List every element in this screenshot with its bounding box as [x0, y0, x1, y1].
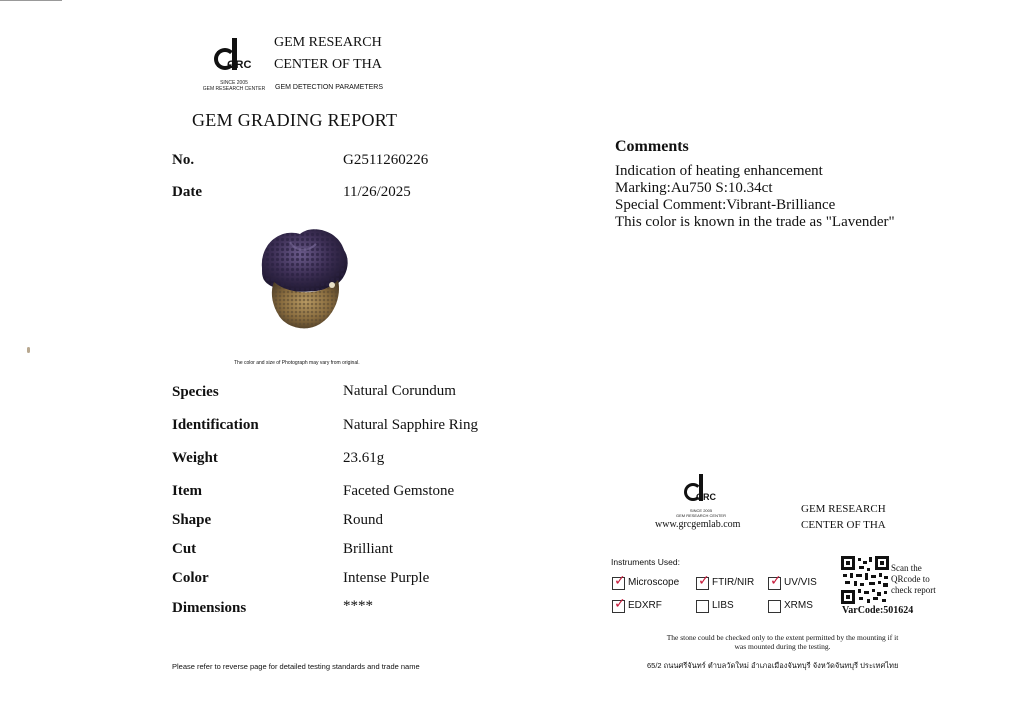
instruments-title: Instruments Used: [611, 557, 680, 567]
disclaimer-line: The stone could be checked only to the extent permitted by the mounting if it [666, 633, 899, 642]
instrument-label: Microscope [628, 577, 680, 588]
species-value: Natural Corundum [343, 383, 456, 399]
logo-since: SINCE 2005 [689, 508, 713, 513]
report-title: GEM GRADING REPORT [192, 110, 398, 130]
item-value: Faceted Gemstone [343, 483, 455, 499]
scan-qr-hint [891, 563, 936, 596]
color-value: Intense Purple [343, 570, 430, 586]
dimensions-value: **** [343, 598, 373, 614]
color-label: Color [172, 570, 209, 586]
checkbox-checked [696, 572, 710, 590]
item-label: Item [172, 483, 202, 499]
scan-speck [27, 347, 30, 353]
mounting-disclaimer [600, 633, 965, 651]
report-date-label: Date [172, 184, 202, 200]
org-name-line2: CENTER OF THA [274, 57, 382, 72]
checkbox-unchecked [768, 600, 781, 613]
logo-center-name: GEM RESEARCH CENTER [675, 513, 726, 518]
checkmark-icon: ✓ [698, 572, 710, 589]
weight-label: Weight [172, 450, 218, 466]
report-no-label: No. [172, 152, 195, 168]
logo-center-name: GEM RESEARCH CENTER [202, 86, 266, 92]
comment-line: Special Comment:Vibrant-Brilliance [615, 197, 836, 213]
gemstone-ring-photo [250, 222, 360, 334]
org-name-line1: GEM RESEARCH [274, 35, 382, 50]
instrument-label: LIBS [712, 600, 734, 611]
reverse-page-note: Please refer to reverse page for detailed testing standards and trade name [172, 662, 420, 671]
comment-line: Marking:Au750 S:10.34ct [615, 180, 773, 196]
scan-edge-line [0, 0, 62, 1]
checkmark-icon: ✓ [614, 595, 626, 612]
logo-text: GRC [227, 59, 252, 71]
instrument-label: XRMS [784, 600, 813, 611]
footer-org-line2: CENTER OF THA [801, 519, 886, 531]
checkbox-checked [612, 595, 626, 613]
comment-line: Indication of heating enhancement [615, 163, 823, 179]
comments-block [615, 163, 895, 231]
identification-label: Identification [172, 417, 259, 433]
instrument-microscope [612, 572, 680, 590]
instrument-label: EDXRF [628, 600, 662, 611]
cut-label: Cut [172, 541, 197, 557]
comment-line: This color is known in the trade as "Lavender" [615, 214, 895, 230]
dimensions-label: Dimensions [172, 600, 247, 616]
lab-address: 65/2 ถนนศรีจันทร์ ตำบลวัดใหม่ อำเภอเมืองจันทบุรี จังหวัดจันทบุรี ประเทศไทย [647, 661, 899, 670]
org-subtitle: GEM DETECTION PARAMETERS [275, 84, 383, 91]
grc-logo-footer [676, 474, 726, 522]
instrument-edxrf [612, 595, 662, 613]
shape-value: Round [343, 512, 384, 528]
instrument-ftir [696, 572, 755, 590]
report-no-value: G2511260226 [343, 152, 429, 168]
scan-hint-line: QRcode to [891, 574, 930, 584]
instrument-label: UV/VIS [784, 577, 817, 588]
scan-hint-line: Scan the [891, 563, 922, 573]
qr-code-icon[interactable] [841, 556, 889, 604]
photo-caption: The color and size of Photograph may vary from original. [234, 360, 360, 366]
disclaimer-line: was mounted during the testing. [734, 642, 831, 651]
var-code: VarCode:501624 [842, 605, 914, 616]
weight-value: 23.61g [343, 450, 385, 466]
checkmark-icon: ✓ [770, 572, 782, 589]
website-link[interactable]: www.grcgemlab.com [655, 519, 741, 530]
logo-text: GRC [696, 492, 716, 502]
instrument-xrms [768, 599, 813, 613]
report-date-value: 11/26/2025 [343, 184, 411, 200]
species-label: Species [172, 384, 219, 400]
cut-value: Brilliant [343, 541, 393, 557]
checkbox-checked [612, 572, 626, 590]
instrument-label: FTIR/NIR [712, 577, 755, 588]
checkbox-checked [768, 572, 782, 590]
grc-logo [202, 38, 266, 94]
shape-label: Shape [172, 512, 212, 528]
checkbox-unchecked [696, 600, 709, 613]
logo-since: SINCE 2005 [220, 80, 248, 86]
comments-title: Comments [615, 138, 689, 155]
scan-hint-line: check report [891, 585, 936, 595]
footer-org-line1: GEM RESEARCH [801, 503, 886, 515]
instrument-uvvis [768, 572, 817, 590]
checkmark-icon: ✓ [614, 572, 626, 589]
identification-value: Natural Sapphire Ring [343, 417, 478, 433]
instrument-libs [696, 599, 734, 613]
